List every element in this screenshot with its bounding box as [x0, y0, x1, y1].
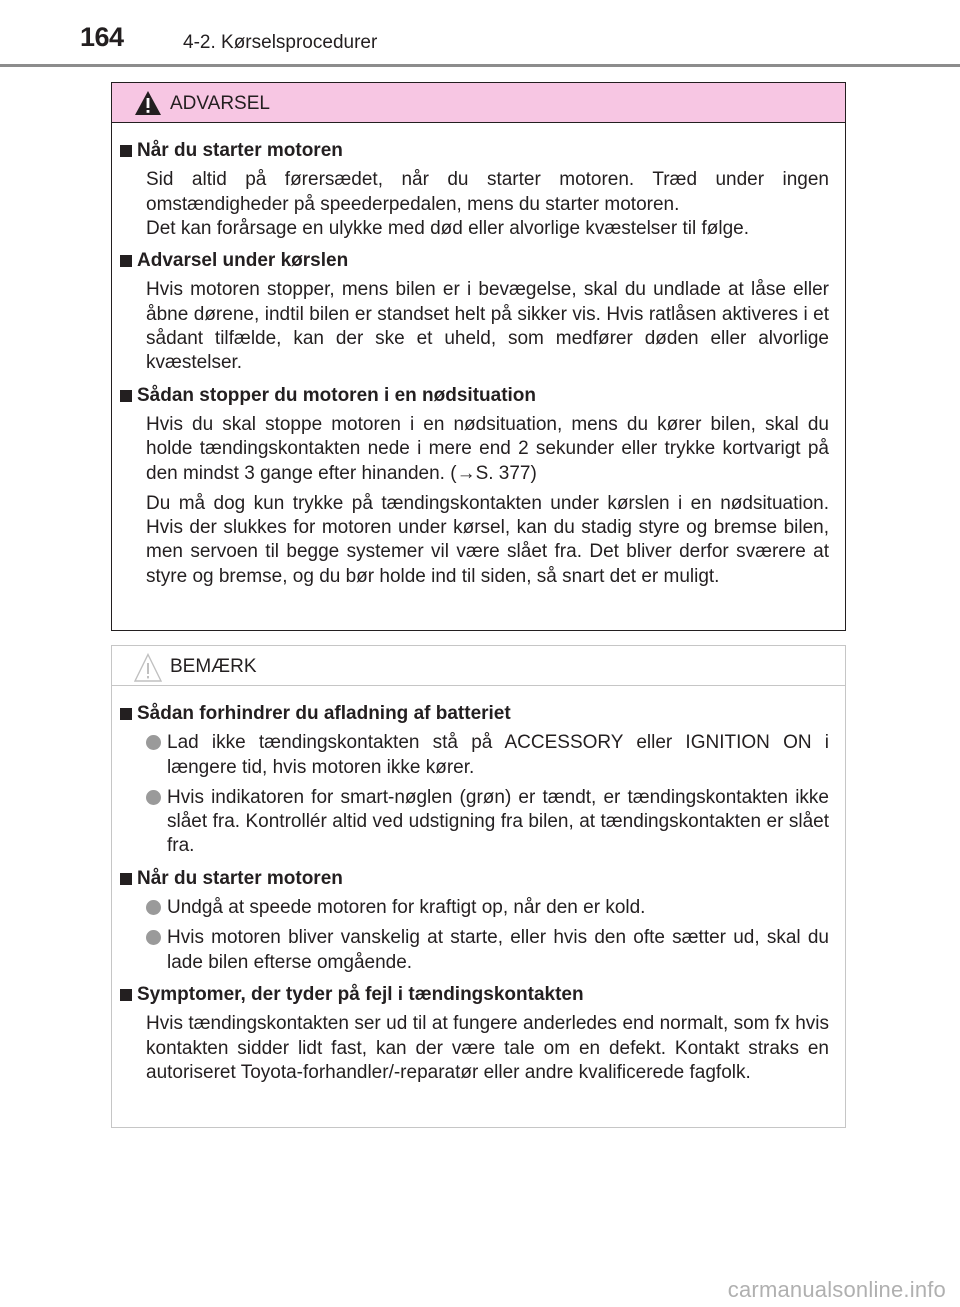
- round-bullet-icon: [146, 735, 161, 750]
- section-title: 4-2. Kørselsprocedurer: [183, 32, 378, 53]
- warning-title: ADVARSEL: [170, 93, 270, 114]
- page-number: 164: [80, 22, 124, 52]
- warning-box-header: [112, 83, 845, 123]
- section-heading: Advarsel under kørslen: [120, 249, 829, 273]
- section-heading: Symptomer, der tyder på fejl i tændingskontakten: [120, 983, 829, 1007]
- warning-box: [111, 82, 846, 631]
- notice-section: [120, 867, 829, 975]
- warning-triangle-filled-icon: [134, 90, 162, 116]
- paragraph: Hvis tændingskontakten ser ud til at fungere anderledes end normalt, som fx hvis kontakten sidder lidt fast, kan der være tale om en defekt. Kontakt straks en autoriseret Toyota-forhandler/-reparatør eller andre kvalificerede fagfolk.: [146, 1013, 829, 1083]
- notice-body: [112, 686, 845, 1085]
- watermark: carmanualsonline.info: [727, 1277, 946, 1302]
- notice-title: BEMÆRK: [170, 656, 257, 677]
- header-rule: [0, 64, 960, 67]
- list-item: Undgå at speede motoren for kraftigt op, når den er kold.: [146, 896, 829, 920]
- notice-box: [111, 645, 846, 1128]
- round-bullet-icon: [146, 930, 161, 945]
- paragraph: Hvis motoren stopper, mens bilen er i bevægelse, skal du undlade at låse eller åbne dørene, indtil bilen er standset helt på sikker vis. Hvis ratlåsen aktiveres i et sådant tilfælde, kan der ske et uheld, som medfører døden eller alvorlige kvæstelser.: [146, 279, 829, 374]
- round-bullet-icon: [146, 790, 161, 805]
- paragraph: Hvis du skal stoppe motoren i en nødsituation, mens du kører bilen, skal du holde tændingskontakten nede i mere end 2 sekunder eller trykke kortvarigt på den mindst 3 gange efter hinanden. (→S. 377): [146, 413, 829, 484]
- square-bullet-icon: [120, 989, 132, 1001]
- square-bullet-icon: [120, 708, 132, 720]
- warning-triangle-outline-icon: [134, 653, 162, 683]
- notice-section: [120, 983, 829, 1085]
- warning-section: [120, 384, 829, 589]
- paragraph: Du må dog kun trykke på tændingskontakten under kørslen i en nødsituation. Hvis der slukkes for motoren under kørsel, kan du stadig styre og bremse bilen, men servoen til begge systemer vil være slået fra. Det bliver derfor sværere at styre og bremse, og du bør holde ind til siden, så snart det er muligt.: [146, 492, 829, 587]
- paragraph: Det kan forårsage en ulykke med død eller alvorlige kvæstelser til følge.: [146, 217, 749, 239]
- paragraph: Sid altid på førersædet, når du starter motoren. Træd under ingen omstændigheder på speederpedalen, mens du starter motoren.: [146, 169, 829, 215]
- list-item: Hvis motoren bliver vanskelig at starte, eller hvis den ofte sætter ud, skal du lade bilen efterse omgående.: [146, 926, 829, 975]
- page-reference-arrow: →: [456, 462, 476, 484]
- warning-body: [112, 123, 845, 589]
- section-heading: Sådan forhindrer du afladning af batteriet: [120, 702, 829, 726]
- square-bullet-icon: [120, 390, 132, 402]
- warning-section: [120, 249, 829, 375]
- square-bullet-icon: [120, 145, 132, 157]
- page-header: [0, 0, 960, 68]
- section-heading: Sådan stopper du motoren i en nødsituation: [120, 384, 829, 408]
- notice-section: [120, 702, 829, 859]
- warning-section: [120, 139, 829, 241]
- round-bullet-icon: [146, 900, 161, 915]
- list-item: Lad ikke tændingskontakten stå på ACCESSORY eller IGNITION ON i længere tid, hvis motoren ikke kører.: [146, 731, 829, 780]
- section-heading: Når du starter motoren: [120, 139, 829, 163]
- square-bullet-icon: [120, 873, 132, 885]
- notice-box-header: [112, 646, 845, 686]
- section-heading: Når du starter motoren: [120, 867, 829, 891]
- list-item: Hvis indikatoren for smart-nøglen (grøn) er tændt, er tændingskontakten ikke slået fra. Kontrollér altid ved udstigning fra bilen, at tændingskontakten er slået fra.: [146, 786, 829, 859]
- square-bullet-icon: [120, 255, 132, 267]
